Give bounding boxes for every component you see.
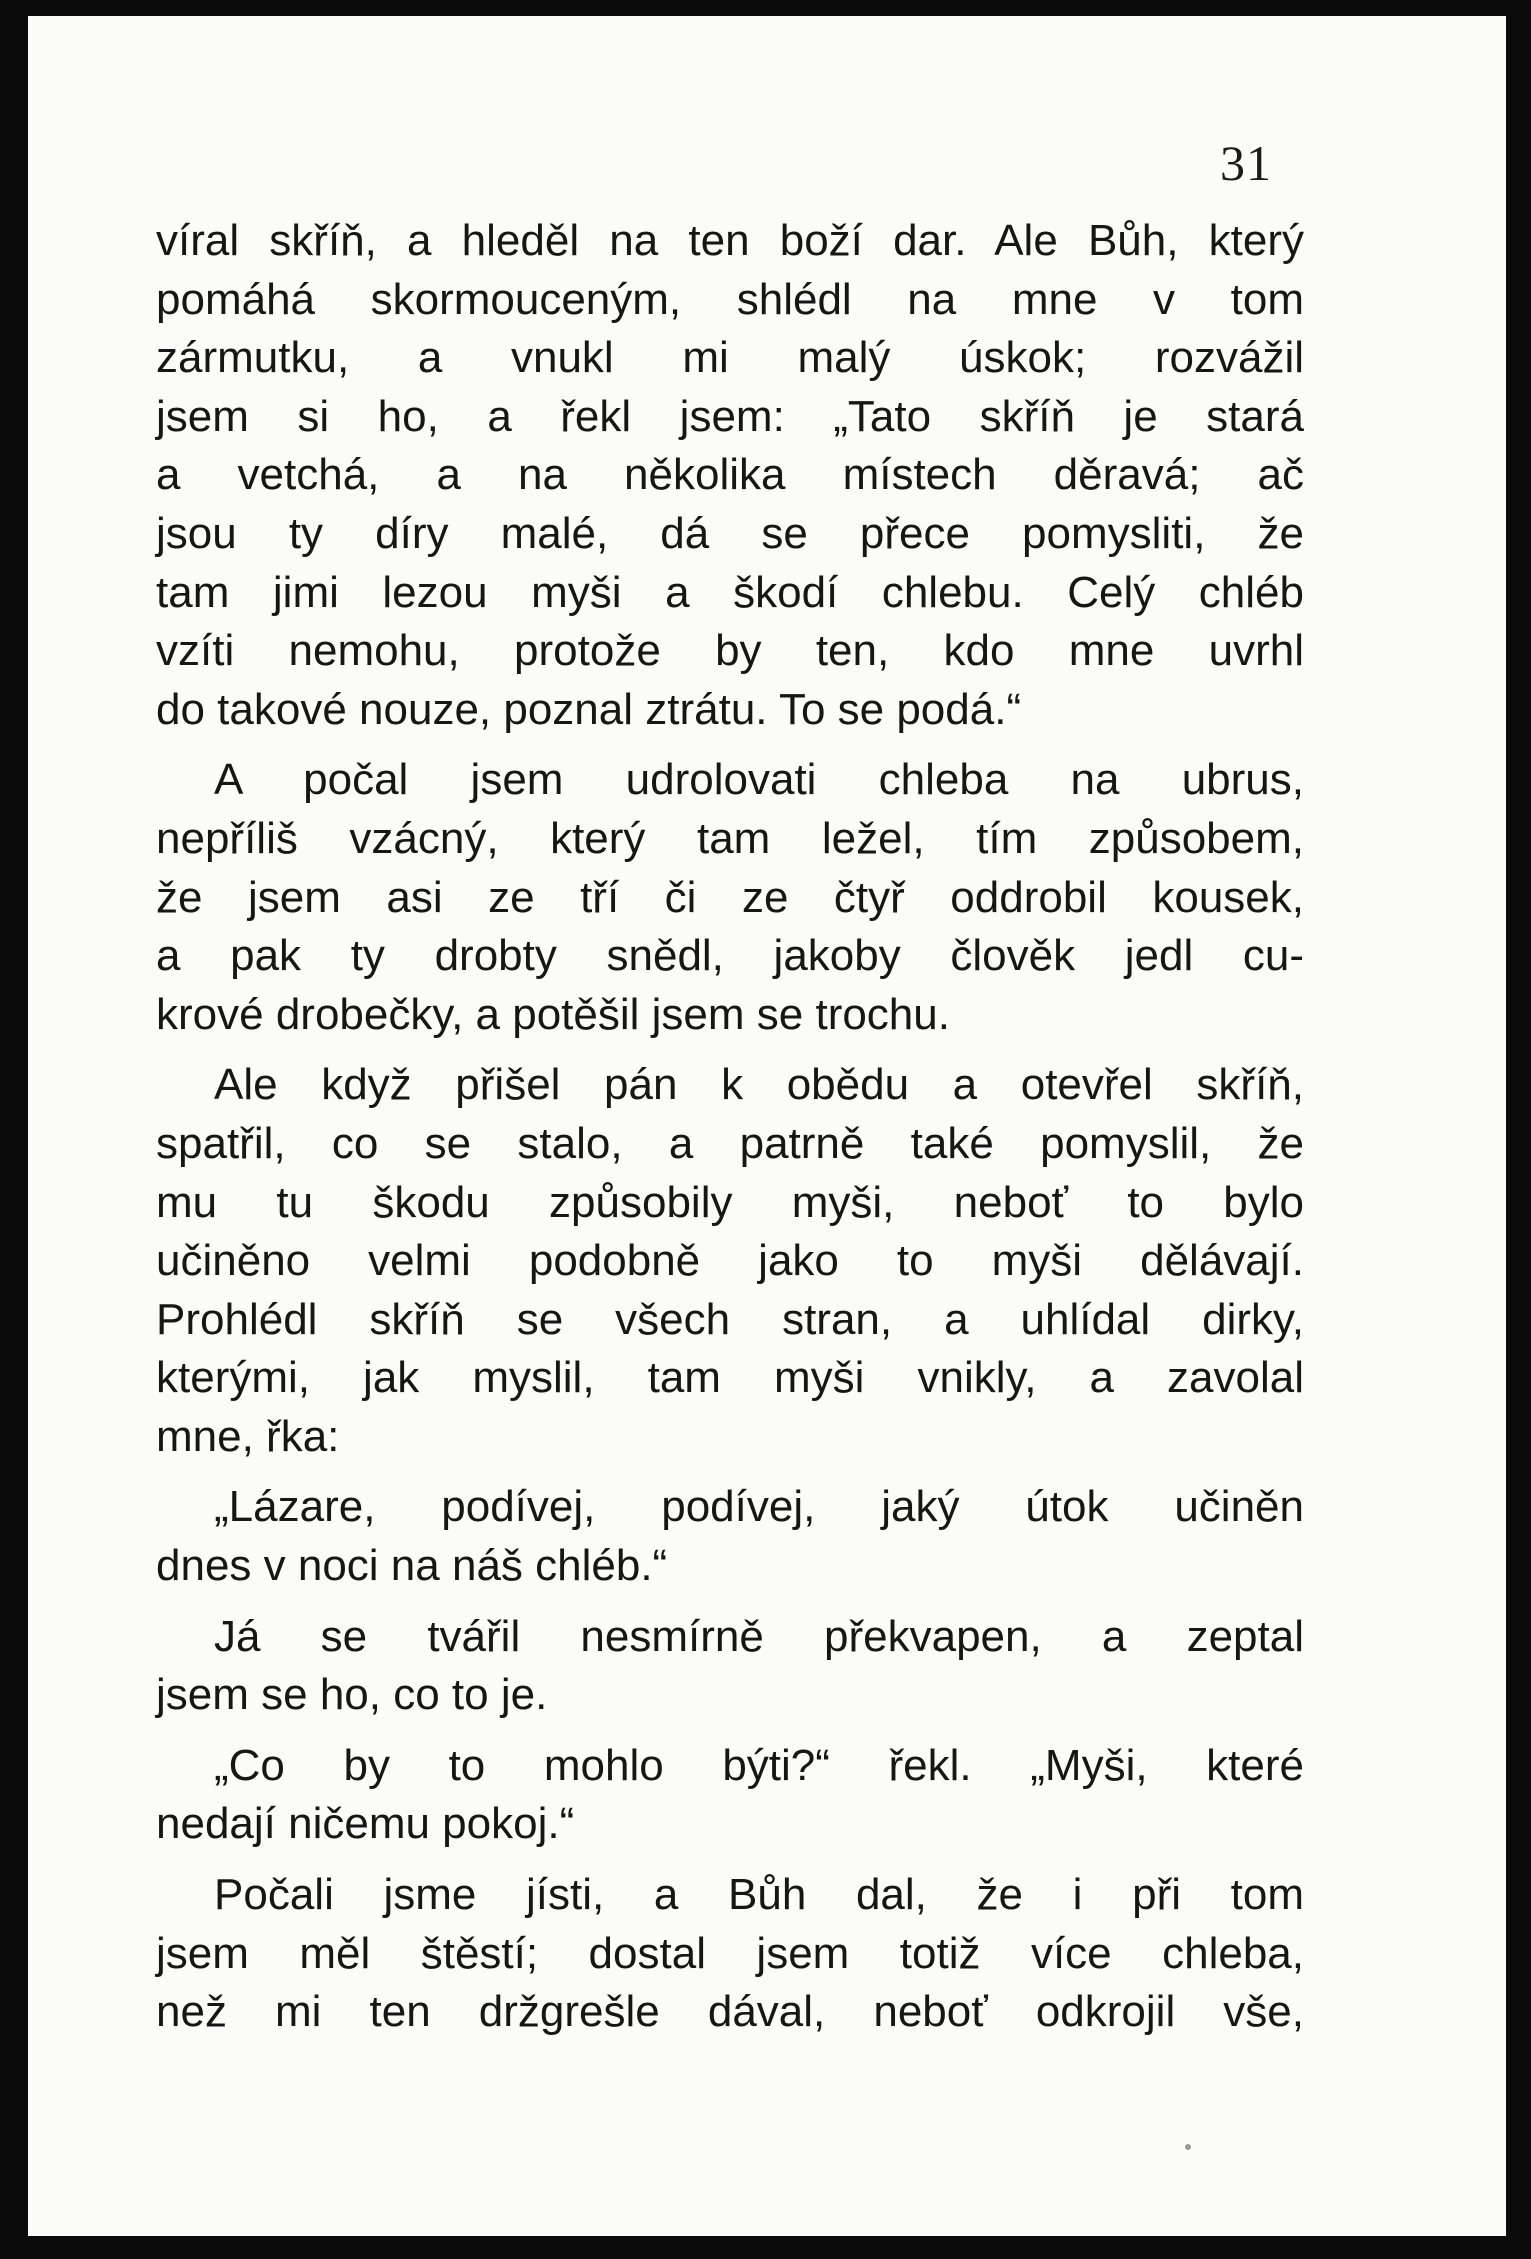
text-line: učiněno velmi podobně jako to myši dělávají. <box>156 1236 1304 1286</box>
text-line: jsem se ho, co to je. <box>156 1670 548 1720</box>
text-line: tam jimi lezou myši a škodí chlebu. Celý chléb <box>156 567 1304 617</box>
text-line: do takové nouze, poznal ztrátu. To se podá.“ <box>156 684 1022 734</box>
paragraph <box>156 1478 1304 1595</box>
text-line: mu tu škodu způsobily myši, neboť to bylo <box>156 1177 1304 1227</box>
text-line: dnes v noci na náš chléb.“ <box>156 1541 668 1591</box>
text-line: jsem měl štěstí; dostal jsem totiž více chleba, <box>156 1928 1304 1978</box>
paragraph <box>156 1056 1304 1466</box>
text-line: jsou ty díry malé, dá se přece pomysliti, že <box>156 508 1304 558</box>
paragraph <box>156 1737 1304 1854</box>
text-line: a pak ty drobty snědl, jakoby člověk jedl cu- <box>156 931 1304 981</box>
text-line: nepříliš vzácný, který tam ležel, tím způsobem, <box>156 813 1304 863</box>
text-line: Počali jsme jísti, a Bůh dal, že i při tom <box>214 1870 1304 1920</box>
paragraph <box>156 1866 1304 2042</box>
text-line: vzíti nemohu, protože by ten, kdo mne uvrhl <box>156 626 1304 676</box>
text-line: mne, řka: <box>156 1411 340 1461</box>
text-line: krové drobečky, a potěšil jsem se trochu. <box>156 989 950 1039</box>
text-line: Prohlédl skříň se všech stran, a uhlídal dirky, <box>156 1294 1304 1344</box>
paragraph <box>156 1608 1304 1725</box>
text-line: pomáhá skormouceným, shlédl na mne v tom <box>156 274 1304 324</box>
text-line: Já se tvářil nesmírně překvapen, a zeptal <box>214 1611 1304 1661</box>
text-line: nedají ničemu pokoj.“ <box>156 1799 575 1849</box>
text-line: než mi ten držgrešle dával, neboť odkrojil vše, <box>156 1987 1304 2037</box>
book-page <box>28 16 1506 2236</box>
text-line: kterými, jak myslil, tam myši vnikly, a zavolal <box>156 1353 1304 1403</box>
text-line: že jsem asi ze tří či ze čtyř oddrobil kousek, <box>156 872 1304 922</box>
paper-speck <box>1185 2144 1191 2150</box>
text-line: „Co by to mohlo býti?“ řekl. „Myši, které <box>214 1740 1304 1790</box>
text-line: jsem si ho, a řekl jsem: „Tato skříň je stará <box>156 391 1304 441</box>
paragraph <box>156 212 1304 739</box>
text-line: spatřil, co se stalo, a patrně také pomyslil, že <box>156 1118 1304 1168</box>
text-line: víral skříň, a hleděl na ten boží dar. Ale Bůh, který <box>156 216 1304 265</box>
text-line: Ale když přišel pán k obědu a otevřel skříň, <box>214 1060 1304 1110</box>
text-line: zármutku, a vnukl mi malý úskok; rozvážil <box>156 333 1304 383</box>
text-line: „Lázare, podívej, podívej, jaký útok učiněn <box>214 1482 1304 1532</box>
body-text <box>156 212 1304 2042</box>
text-line: a vetchá, a na několika místech děravá; ač <box>156 450 1304 500</box>
page-number: 31 <box>1220 135 1272 191</box>
paragraph <box>156 751 1304 1044</box>
text-line: A počal jsem udrolovati chleba na ubrus, <box>214 755 1304 805</box>
